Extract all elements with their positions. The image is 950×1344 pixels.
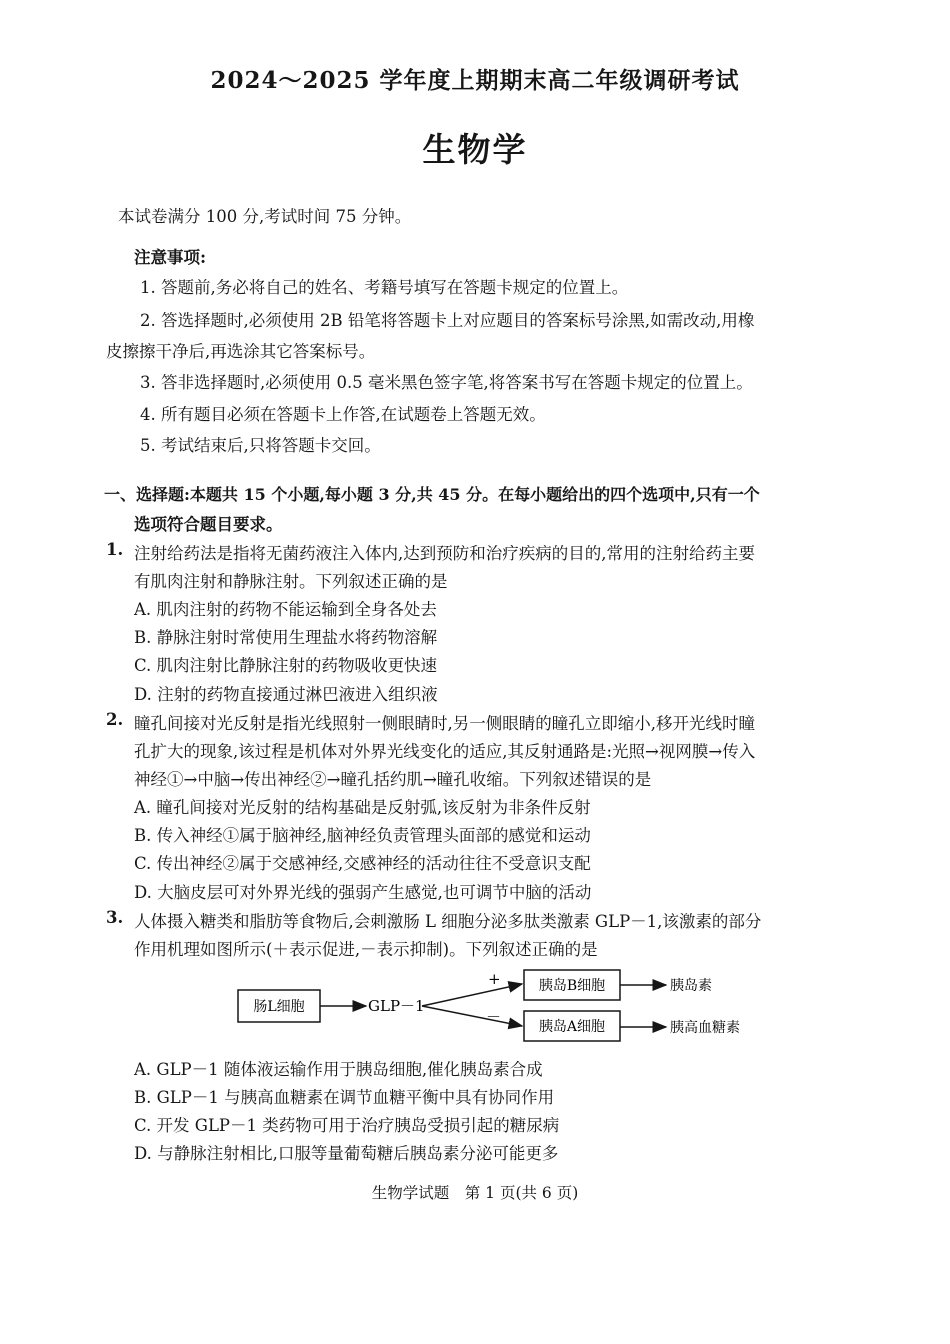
- question-number: 3.: [106, 908, 124, 927]
- option-c: C. 开发 GLP－1 类药物可用于治疗胰岛受损引起的糖尿病: [134, 1116, 560, 1135]
- option-c: C. 肌肉注射比静脉注射的药物吸收更快速: [134, 656, 438, 675]
- notice-item-continued: 皮擦擦干净后,再选涂其它答案标号。: [106, 342, 376, 361]
- option-b: B. 传入神经①属于脑神经,脑神经负责管理头面部的感觉和运动: [134, 826, 591, 845]
- question-stem: 瞳孔间接对光反射是指光线照射一侧眼睛时,另一侧眼睛的瞳孔立即缩小,移开光线时瞳: [134, 714, 755, 733]
- question-number: 1.: [106, 540, 124, 559]
- exam-intro: 本试卷满分 100 分,考试时间 75 分钟。: [118, 207, 412, 226]
- question-stem: 神经①→中脑→传出神经②→瞳孔括约肌→瞳孔收缩。下列叙述错误的是: [134, 770, 652, 789]
- glucagon-label: 胰高血糖素: [670, 1020, 740, 1036]
- notice-item: 1. 答题前,务必将自己的姓名、考籍号填写在答题卡规定的位置上。: [140, 278, 629, 297]
- question-stem: 有肌肉注射和静脉注射。下列叙述正确的是: [134, 572, 448, 591]
- arrow-to-a-cell: [422, 1006, 522, 1026]
- insulin-label: 胰岛素: [670, 978, 712, 994]
- l-cell-label: 肠L细胞: [253, 999, 305, 1015]
- option-d: D. 与静脉注射相比,口服等量葡萄糖后胰岛素分泌可能更多: [134, 1144, 559, 1163]
- notice-item: 4. 所有题目必须在答题卡上作答,在试题卷上答题无效。: [140, 405, 546, 424]
- arrow-to-b-cell: [422, 984, 522, 1006]
- question-stem: 作用机理如图所示(＋表示促进,－表示抑制)。下列叙述正确的是: [134, 940, 598, 959]
- option-c: C. 传出神经②属于交感神经,交感神经的活动往往不受意识支配: [134, 854, 591, 873]
- question-stem: 人体摄入糖类和脂肪等食物后,会刺激肠 L 细胞分泌多肽类激素 GLP－1,该激素的部分: [134, 912, 762, 931]
- subject-title: 生物学: [422, 130, 528, 169]
- option-a: A. 肌肉注射的药物不能运输到全身各处去: [134, 600, 437, 619]
- section-heading-continued: 选项符合题目要求。: [134, 515, 283, 534]
- option-a: A. 瞳孔间接对光反射的结构基础是反射弧,该反射为非条件反射: [134, 798, 591, 817]
- a-cell-label: 胰岛A细胞: [538, 1019, 606, 1035]
- glp1-label: GLP－1: [368, 997, 425, 1015]
- notice-item: 5. 考试结束后,只将答题卡交回。: [140, 436, 381, 455]
- notice-heading: 注意事项:: [134, 248, 207, 267]
- page-footer: 生物学试题 第 1 页(共 6 页): [371, 1184, 579, 1202]
- option-d: D. 大脑皮层可对外界光线的强弱产生感觉,也可调节中脑的活动: [134, 883, 592, 902]
- option-b: B. GLP－1 与胰高血糖素在调节血糖平衡中具有协同作用: [134, 1088, 555, 1107]
- option-a: A. GLP－1 随体液运输作用于胰岛细胞,催化胰岛素合成: [134, 1060, 543, 1079]
- b-cell-label: 胰岛B细胞: [538, 978, 606, 994]
- question-stem: 孔扩大的现象,该过程是机体对外界光线变化的适应,其反射通路是:光照→视网膜→传入: [134, 742, 756, 761]
- inhibit-sign: －: [486, 1008, 502, 1026]
- question-number: 2.: [106, 710, 124, 729]
- notice-item: 3. 答非选择题时,必须使用 0.5 毫米黑色签字笔,将答案书写在答题卡规定的位置上。: [140, 373, 753, 392]
- option-b: B. 静脉注射时常使用生理盐水将药物溶解: [134, 628, 438, 647]
- glp1-mechanism-diagram: [230, 966, 770, 1046]
- promote-sign: +: [488, 970, 501, 988]
- option-d: D. 注射的药物直接通过淋巴液进入组织液: [134, 685, 438, 704]
- section-heading: 一、选择题:本题共 15 个小题,每小题 3 分,共 45 分。在每小题给出的四个选项中,只有一个: [104, 485, 760, 504]
- notice-item: 2. 答选择题时,必须使用 2B 铅笔将答题卡上对应题目的答案标号涂黑,如需改动,用橡: [140, 311, 755, 330]
- question-stem: 注射给药法是指将无菌药液注入体内,达到预防和治疗疾病的目的,常用的注射给药主要: [134, 544, 755, 563]
- exam-title: 2024～2025 学年度上期期末高二年级调研考试: [210, 67, 740, 94]
